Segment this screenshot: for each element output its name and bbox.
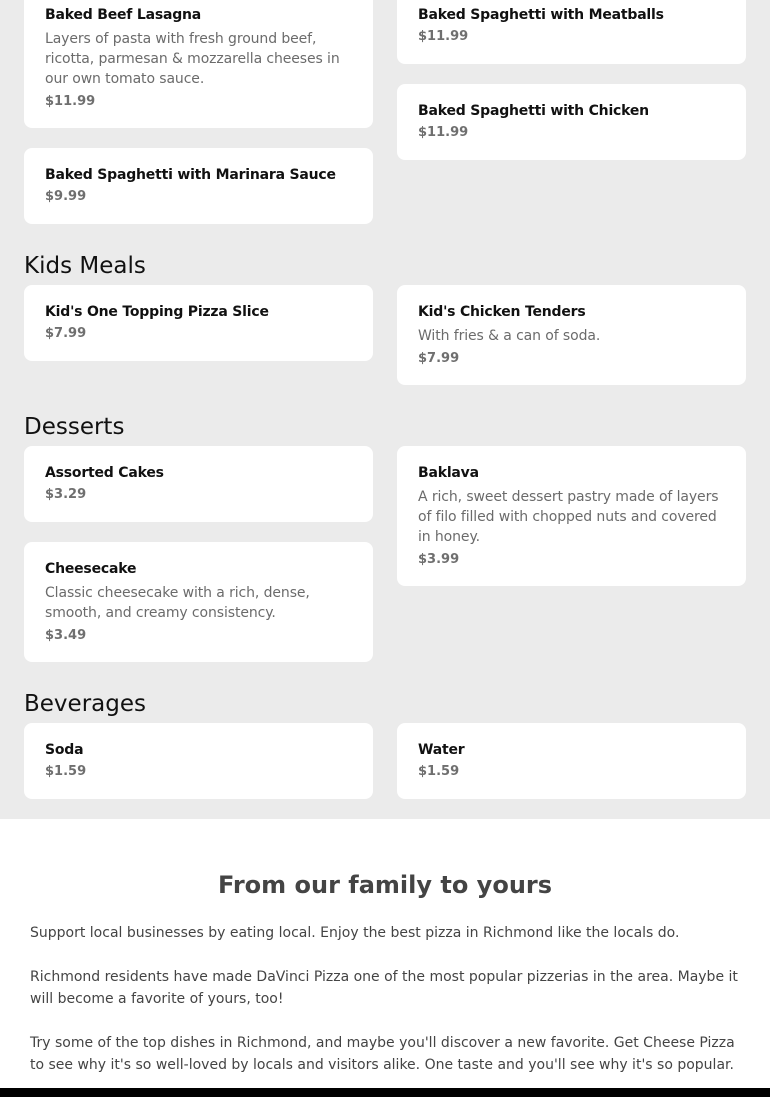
item-name: Kid's Chicken Tenders — [418, 304, 586, 320]
item-price: $3.29 — [45, 487, 87, 502]
item-description: Layers of pasta with fresh ground beef, ricotta, parmesan & mozzarella cheeses in our own tomato sauce. — [45, 31, 340, 87]
section-title-desserts: Desserts — [24, 414, 125, 440]
item-name: Baked Spaghetti with Meatballs — [418, 7, 664, 23]
menu-item-card[interactable] — [24, 542, 373, 662]
item-name: Assorted Cakes — [45, 465, 164, 481]
item-description: With fries & a can of soda. — [418, 328, 601, 344]
menu-item-card[interactable] — [24, 285, 373, 361]
item-name: Baked Spaghetti with Chicken — [418, 103, 649, 119]
section-title-beverages: Beverages — [24, 691, 146, 717]
menu-item-card[interactable] — [397, 84, 746, 160]
item-price: $11.99 — [418, 29, 469, 44]
family-section — [0, 819, 770, 1088]
menu-item-card[interactable] — [397, 0, 746, 64]
item-name: Water — [418, 742, 465, 758]
menu-item-card[interactable] — [397, 723, 746, 799]
family-paragraph-3: Try some of the top dishes in Richmond, and maybe you'll discover a new favorite. Get Cheese Pizza to see why it's so well-loved by locals and visitors alike. One taste and you'll see why it's so popular. — [30, 1035, 735, 1073]
item-price: $9.99 — [45, 189, 87, 204]
family-heading: From our family to yours — [217, 871, 553, 899]
menu-item-card[interactable] — [24, 148, 373, 224]
item-price: $3.49 — [45, 628, 87, 643]
item-name: Baked Beef Lasagna — [45, 7, 202, 23]
item-description: A rich, sweet dessert pastry made of layers of filo filled with chopped nuts and covered in honey. — [418, 489, 719, 545]
item-price: $7.99 — [45, 326, 87, 341]
item-price: $3.99 — [418, 552, 460, 567]
menu-item-card[interactable] — [24, 0, 373, 128]
item-price: $11.99 — [45, 94, 96, 109]
family-paragraph-1: Support local businesses by eating local. Enjoy the best pizza in Richmond like the locals do. — [30, 925, 680, 941]
item-price: $1.59 — [45, 764, 87, 779]
item-price: $11.99 — [418, 125, 469, 140]
item-name: Baklava — [418, 465, 479, 481]
menu-item-card[interactable] — [24, 446, 373, 522]
item-description: Classic cheesecake with a rich, dense, smooth, and creamy consistency. — [45, 585, 310, 621]
item-name: Cheesecake — [45, 561, 137, 577]
menu-item-card[interactable] — [397, 446, 746, 586]
item-name: Baked Spaghetti with Marinara Sauce — [45, 167, 336, 183]
menu-item-card[interactable] — [397, 285, 746, 385]
item-price: $7.99 — [418, 351, 460, 366]
family-paragraph-2: Richmond residents have made DaVinci Pizza one of the most popular pizzerias in the area. Maybe it will become a favorite of yours, too! — [30, 969, 738, 1007]
item-name: Soda — [45, 742, 84, 758]
footer-bar — [0, 1088, 770, 1097]
menu-item-card[interactable] — [24, 723, 373, 799]
item-name: Kid's One Topping Pizza Slice — [45, 304, 269, 320]
item-price: $1.59 — [418, 764, 460, 779]
section-title-kids-meals: Kids Meals — [24, 253, 146, 279]
